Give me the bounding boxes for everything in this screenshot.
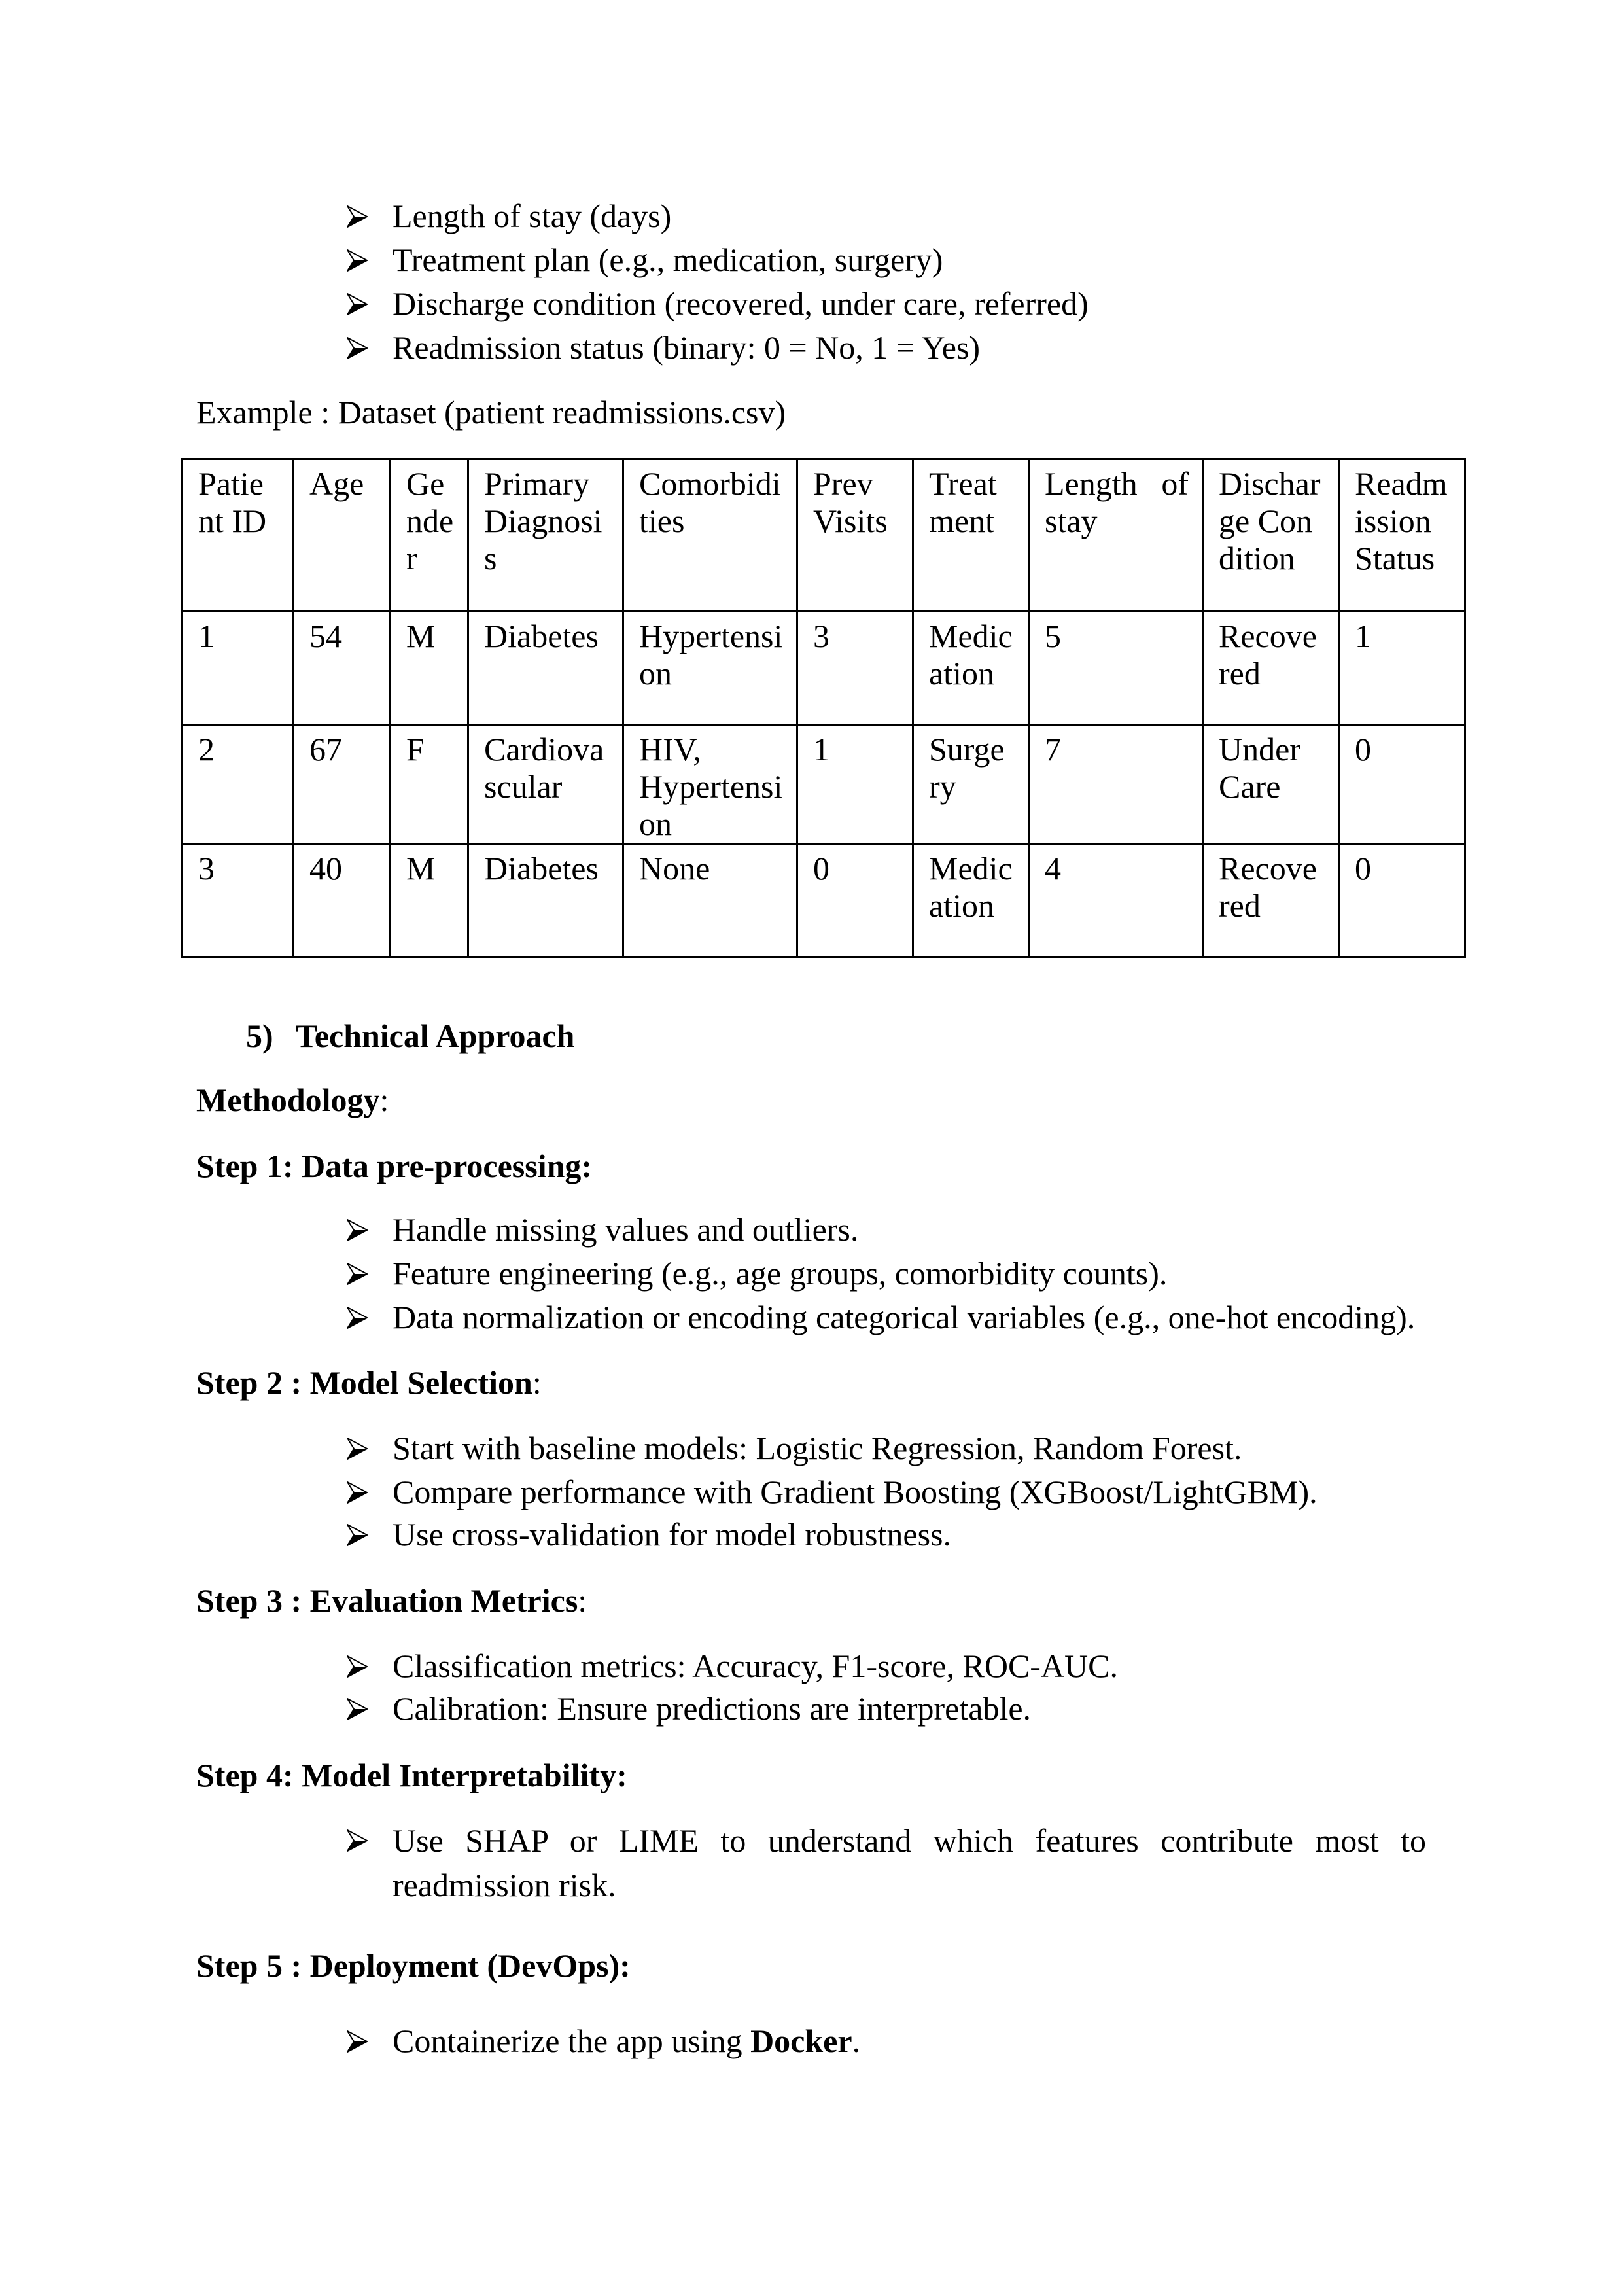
table-row [183,725,1465,844]
table-header-row [183,459,1465,612]
list-item-text: Treatment plan (e.g., medication, surgery) [393,241,943,278]
list-item-text: Use cross-validation for model robustness. [393,1516,952,1553]
list-item-text: Use SHAP or LIME to understand which features contribute most to readmission risk. [393,1822,1426,1903]
list-item-text: Compare performance with Gradient Boosting (XGBoost/LightGBM). [393,1474,1318,1510]
table-cell: Medication [913,844,1029,957]
table-cell: 5 [1029,612,1203,725]
step-3-title: Step 3 : Evaluation Metrics [196,1582,578,1619]
table-cell: 40 [294,844,391,957]
table-cell: F [391,725,468,844]
list-item-text: Discharge condition (recovered, under care, referred) [393,285,1089,322]
table-cell: 1 [183,612,294,725]
section-title: Technical Approach [296,1017,575,1054]
header-cell: Primary Diagnosis [468,459,623,612]
text-run: Containerize the app using [393,2022,751,2059]
step-2-heading [196,1361,542,1405]
table-cell: 4 [1029,844,1203,957]
arrow-bullet-icon [347,1655,368,1678]
table-cell: Under Care [1203,725,1339,844]
step-3-heading [196,1579,587,1623]
arrow-bullet-icon [347,293,368,315]
arrow-bullet-icon [347,205,368,228]
methodology-heading [196,1078,389,1122]
table-cell: 3 [183,844,294,957]
header-cell: Patient ID [183,459,294,612]
list-item-text: Classification metrics: Accuracy, F1-score, ROC-AUC. [393,1648,1119,1684]
step-2-colon: : [532,1364,542,1401]
arrow-bullet-icon [347,1829,368,1852]
step-1-heading: Step 1: Data pre-processing: [196,1148,593,1184]
header-cell: Length of stay [1029,459,1203,612]
table-cell: Cardiovascular [468,725,623,844]
header-cell: Readmission Status [1339,459,1465,612]
list-item-text [393,2019,860,2063]
list-item-text: Readmission status (binary: 0 = No, 1 = Yes) [393,329,981,366]
table-cell: M [391,844,468,957]
docker-emphasis: Docker [750,2022,852,2059]
step-2-title: Step 2 : Model Selection [196,1364,532,1401]
methodology-label: Methodology [196,1082,380,1118]
step-4-heading: Step 4: Model Interpretability: [196,1757,627,1793]
arrow-bullet-icon [347,1524,368,1546]
header-cell: Treatment [913,459,1029,612]
table-cell: 1 [1339,612,1465,725]
table-cell: 0 [797,844,913,957]
table-cell: 1 [797,725,913,844]
table-cell: Diabetes [468,612,623,725]
header-cell: Gender [391,459,468,612]
list-item-text: Start with baseline models: Logistic Regression, Random Forest. [393,1430,1242,1466]
step-5-heading: Step 5 : Deployment (DevOps): [196,1947,631,1984]
table-cell: Hypertension [623,612,797,725]
table-cell: Medication [913,612,1029,725]
arrow-bullet-icon [347,1307,368,1329]
arrow-bullet-icon [347,2030,368,2053]
list-item-text: Data normalization or encoding categorical variables (e.g., one-hot encoding). [393,1299,1416,1335]
table-cell: None [623,844,797,957]
arrow-bullet-icon [347,337,368,359]
table-cell: HIV, Hypertension [623,725,797,844]
table-cell: Surgery [913,725,1029,844]
table-cell: 0 [1339,725,1465,844]
step-3-colon: : [578,1582,587,1619]
header-cell: Age [294,459,391,612]
dataset-table [181,458,1466,958]
arrow-bullet-icon [347,1481,368,1504]
table-cell: 7 [1029,725,1203,844]
table-cell: M [391,612,468,725]
list-item-text: Length of stay (days) [393,198,672,234]
list-item-text: Feature engineering (e.g., age groups, comorbidity counts). [393,1255,1168,1292]
arrow-bullet-icon [347,1263,368,1285]
table-cell: 54 [294,612,391,725]
table-cell: Diabetes [468,844,623,957]
table-cell: 2 [183,725,294,844]
example-caption: Example : Dataset (patient readmissions.csv) [196,394,786,431]
list-item-text: Calibration: Ensure predictions are interpretable. [393,1690,1032,1727]
arrow-bullet-icon [347,249,368,272]
list-item-text: Handle missing values and outliers. [393,1211,859,1248]
header-cell: Prev Visits [797,459,913,612]
table-row [183,844,1465,957]
table-cell: Recovered [1203,612,1339,725]
table-cell: 67 [294,725,391,844]
arrow-bullet-icon [347,1438,368,1460]
text-run: . [852,2022,861,2059]
section-number: 5) [246,1017,273,1054]
header-cell: Discharge Condition [1203,459,1339,612]
table-cell: Recovered [1203,844,1339,957]
methodology-colon: : [379,1082,389,1118]
table-cell: 0 [1339,844,1465,957]
table-cell: 3 [797,612,913,725]
table-row [183,612,1465,725]
arrow-bullet-icon [347,1698,368,1720]
arrow-bullet-icon [347,1219,368,1241]
header-cell: Comorbidities [623,459,797,612]
